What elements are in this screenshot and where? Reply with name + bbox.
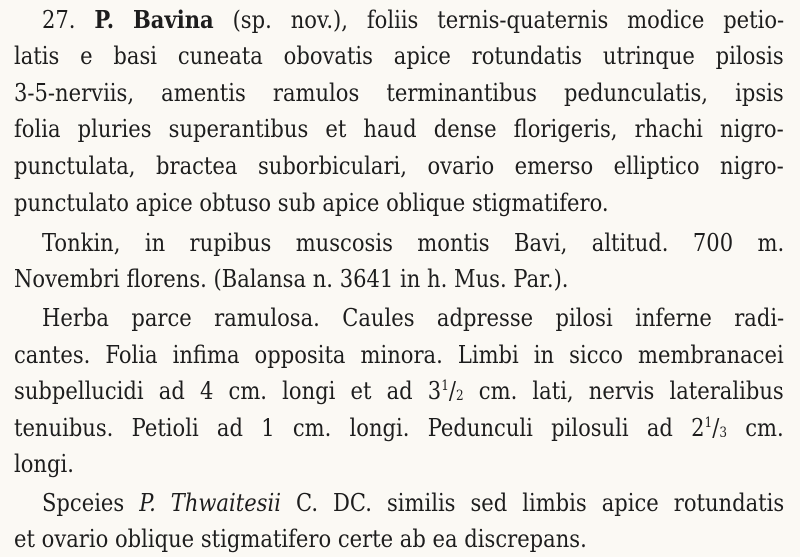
entry-number: 27. <box>42 5 76 34</box>
entry-line-1-rest: (sp. nov.), foliis ternis-quaternis modice petio- <box>232 5 785 34</box>
fraction-slash: / <box>448 376 456 405</box>
entry-line-6: punctulato apice obtuso sub apice oblique stigmatifero. <box>14 188 609 217</box>
fraction-denominator: 2 <box>455 388 464 404</box>
comparison-line-2: et ovario oblique stigmatifero certe ab ea discrepans. <box>14 524 587 553</box>
description-line-3 <box>14 373 784 409</box>
entry-line-3: 3-5-nerviis, amentis ramulos terminantibus pedunculatis, ipsis <box>14 78 784 107</box>
comparison-species: P. Thwaitesii <box>139 488 281 517</box>
fraction-denominator: 3 <box>719 425 727 441</box>
entry-species: Bavina <box>132 5 214 34</box>
description-line-5: longi. <box>14 449 74 478</box>
description-line-4 <box>14 410 784 446</box>
description-line-1: Herba parce ramulosa. Caules adpresse pilosi inferne radi- <box>42 303 785 332</box>
description-line-4-rest: cm. <box>726 413 784 442</box>
comparison-line-1-rest: C. DC. similis sed limbis apice rotundatis <box>280 488 785 517</box>
fraction-numerator: 1 <box>441 378 449 394</box>
entry-line-5: punctulata, bractea suborbiculari, ovario emerso elliptico nigro- <box>14 151 784 180</box>
comparison-line-1 <box>42 485 784 521</box>
description-line-4-text: tenuibus. Petioli ad 1 cm. longi. Pedunculi pilosuli ad 2 <box>14 413 705 442</box>
entry-line-1 <box>42 2 784 38</box>
fraction-numerator: 1 <box>704 415 713 431</box>
entry-genus: P. <box>94 5 115 34</box>
description-line-3-text: subpellucidi ad 4 cm. longi et ad 3 <box>14 376 442 405</box>
comparison-line-1-text: Spceies <box>42 488 140 517</box>
entry-line-2: latis e basi cuneata obovatis apice rotundatis utrinque pilosis <box>14 41 784 70</box>
description-line-3-rest: cm. lati, nervis lateralibus <box>463 376 784 405</box>
entry-line-4: folia pluries superantibus et haud dense florigeris, rhachi nigro- <box>14 114 784 143</box>
description-line-2: cantes. Folia infima opposita minora. Limbi in sicco membranacei <box>14 340 784 369</box>
locality-line-1: Tonkin, in rupibus muscosis montis Bavi, altitud. 700 m. <box>42 228 785 257</box>
fraction-slash: / <box>712 413 720 442</box>
locality-line-2: Novembri florens. (Balansa n. 3641 in h. Mus. Par.). <box>14 264 569 293</box>
